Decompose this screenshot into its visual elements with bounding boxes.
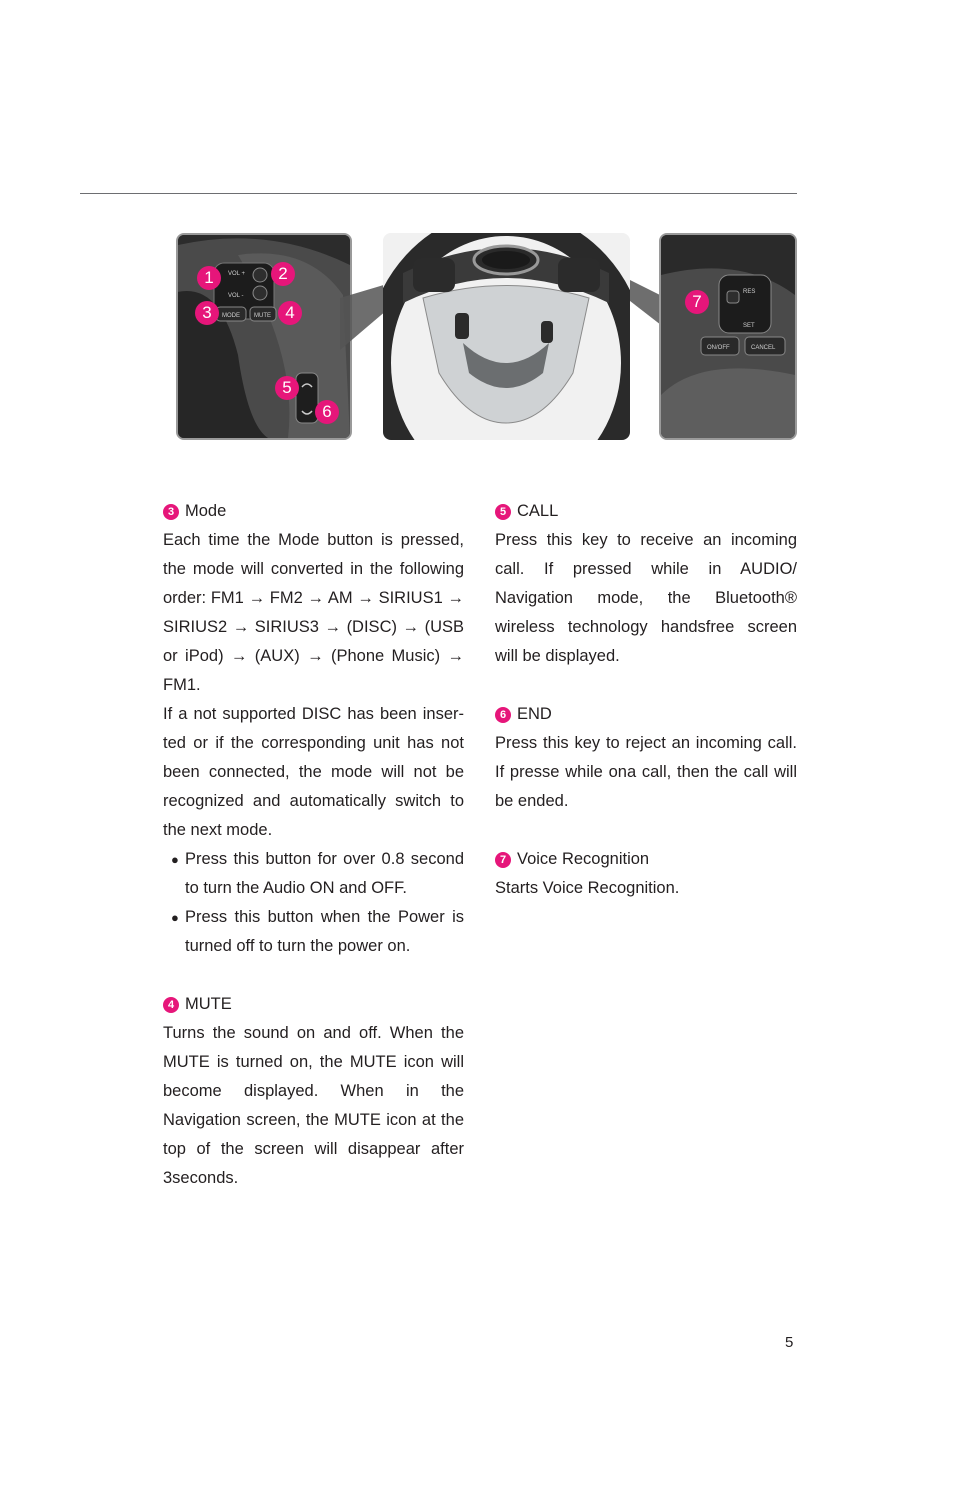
- callout-3: 3: [195, 301, 219, 325]
- section-mode-title: Mode: [185, 502, 227, 520]
- header-rule: [80, 193, 797, 194]
- mute-label: MUTE: [254, 313, 271, 319]
- section-mute-body: Turns the sound on and off. When the MUTE is turned on, the MUTE icon will become displayed. When in the Navigation screen, the MUTE icon at the top of the screen will disappear after 3seconds.: [163, 1024, 464, 1187]
- steering-wheel-icon: [383, 233, 630, 440]
- section-mute-title: MUTE: [185, 995, 232, 1013]
- section-mode: [163, 497, 464, 961]
- callout-4: 4: [278, 301, 302, 325]
- right-wheel-illustration: [661, 235, 795, 438]
- section-mode-heading: [163, 497, 464, 526]
- left-column: [163, 497, 464, 1222]
- vol-down-label: VOL -: [228, 293, 244, 299]
- callout-badge-6-icon: 6: [495, 707, 511, 723]
- bullet-item: ● Press this button for over 0.8 second to turn the Audio ON and OFF.: [163, 845, 464, 903]
- callout-badge-5-icon: 5: [495, 504, 511, 520]
- onoff-label: ON/OFF: [707, 345, 730, 351]
- section-mode-body1: Each time the Mode button is pressed, the mode will converted in the following order: FM1 → FM2 → AM → SIRIUS1 → SIRIUS2 → SIRIUS3 → (DISC) → (USB or iPod) → (AUX) → (Phone Music) → FM1.: [163, 531, 464, 694]
- section-voice: [495, 845, 797, 903]
- section-mute: [163, 990, 464, 1193]
- section-end-heading: [495, 700, 797, 729]
- section-call-body: Press this key to receive an incoming call. If pressed while in AUDIO/ Navigation mode, the Bluetooth® wireless technology handsfree screen will be displayed.: [495, 531, 797, 665]
- set-label: SET: [743, 323, 755, 329]
- steering-closeup-left: [176, 233, 352, 440]
- callout-6: 6: [315, 400, 339, 424]
- callout-badge-7-icon: 7: [495, 852, 511, 868]
- res-label: RES: [743, 289, 756, 295]
- callout-1: 1: [197, 266, 221, 290]
- mode-label: MODE: [222, 313, 240, 319]
- callout-badge-4-icon: 4: [163, 997, 179, 1013]
- section-mode-body2: If a not supported DISC has been inser-ted or if the corresponding unit has not been connected, the mode will not be recognized and automatically switch to the next mode.: [163, 705, 464, 839]
- vol-up-label: VOL +: [228, 271, 245, 277]
- bullet-item: ● Press this button when the Power is turned off to turn the power on.: [163, 903, 464, 961]
- steering-closeup-right: [659, 233, 797, 440]
- section-voice-body: Starts Voice Recognition.: [495, 879, 680, 897]
- cancel-label: CANCEL: [751, 345, 776, 351]
- page-number: 5: [785, 1334, 794, 1351]
- section-voice-title: Voice Recognition: [517, 850, 650, 868]
- callout-2: 2: [271, 262, 295, 286]
- callout-7: 7: [685, 290, 709, 314]
- steering-wheel-overview: [383, 233, 630, 440]
- section-call: [495, 497, 797, 671]
- right-column: [495, 497, 797, 932]
- section-call-title: CALL: [517, 502, 559, 520]
- callout-badge-3-icon: 3: [163, 504, 179, 520]
- section-end-body: Press this key to reject an incoming call. If presse while ona call, then the call will be ended.: [495, 734, 797, 810]
- section-call-heading: [495, 497, 797, 526]
- callout-5: 5: [275, 376, 299, 400]
- section-end: [495, 700, 797, 816]
- section-end-title: END: [517, 705, 552, 723]
- section-voice-heading: [495, 845, 797, 874]
- section-mute-heading: [163, 990, 464, 1019]
- section-mode-bullets: [163, 845, 464, 961]
